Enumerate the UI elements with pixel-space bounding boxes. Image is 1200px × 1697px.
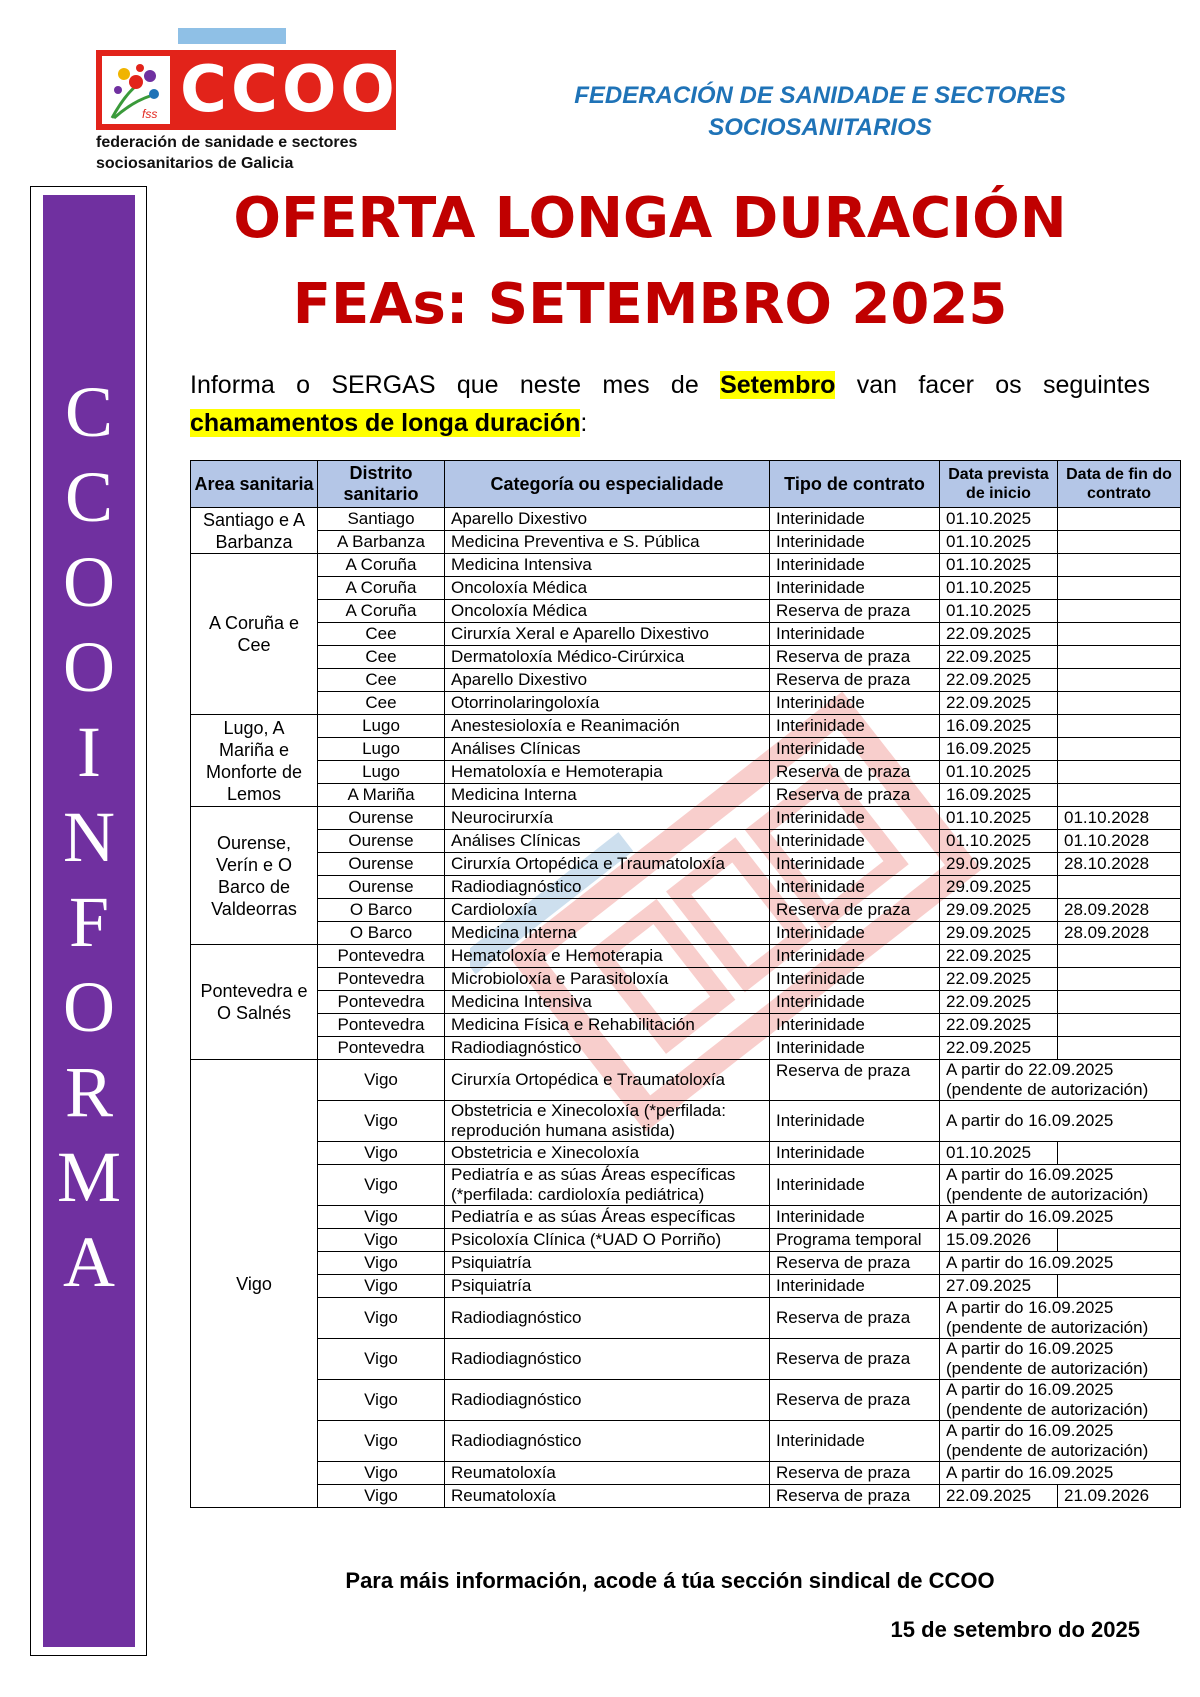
- inicio-cell: 22.09.2025: [940, 991, 1058, 1014]
- table-row: [191, 623, 1181, 646]
- fin-cell: [1058, 1037, 1181, 1060]
- table-row: [191, 968, 1181, 991]
- fin-cell: 28.10.2028: [1058, 853, 1181, 876]
- table-row: [191, 1060, 1181, 1101]
- fin-cell: [1058, 646, 1181, 669]
- tipo-cell: Interinidade: [770, 807, 940, 830]
- inicio-cell: A partir do 16.09.2025: [940, 1101, 1181, 1142]
- table-row: [191, 899, 1181, 922]
- distrito-cell: Vigo: [318, 1339, 445, 1380]
- categoria-cell: Psiquiatría: [445, 1252, 770, 1275]
- table-row: [191, 1101, 1181, 1142]
- page-subtitle: FEAs: SETEMBRO 2025: [292, 272, 1008, 337]
- fin-cell: 28.09.2028: [1058, 899, 1181, 922]
- table-row: [191, 1165, 1181, 1206]
- inicio-cell: 22.09.2025: [940, 623, 1058, 646]
- categoria-cell: Aparello Dixestivo: [445, 508, 770, 531]
- inicio-cell: 01.10.2025: [940, 554, 1058, 577]
- tipo-cell: Interinidade: [770, 1165, 940, 1206]
- distrito-cell: Cee: [318, 623, 445, 646]
- fin-cell: [1058, 577, 1181, 600]
- table-row: [191, 922, 1181, 945]
- table-row: [191, 1275, 1181, 1298]
- table-row: [191, 830, 1181, 853]
- distrito-cell: Lugo: [318, 715, 445, 738]
- fin-cell: [1058, 715, 1181, 738]
- inicio-cell: A partir do 16.09.2025: [940, 1462, 1181, 1485]
- tipo-cell: Interinidade: [770, 623, 940, 646]
- inicio-cell: 01.10.2025: [940, 531, 1058, 554]
- fin-cell: [1058, 784, 1181, 807]
- table-row: [191, 991, 1181, 1014]
- categoria-cell: Hematoloxía e Hemoterapia: [445, 945, 770, 968]
- categoria-cell: Radiodiagnóstico: [445, 1037, 770, 1060]
- logo-subtitle-line1: federación de sanidade e sectores: [96, 134, 358, 151]
- categoria-cell: Otorrinolaringoloxía: [445, 692, 770, 715]
- tipo-cell: Reserva de praza: [770, 1060, 940, 1101]
- tipo-cell: Reserva de praza: [770, 899, 940, 922]
- area-cell: A Coruña e Cee: [191, 554, 318, 715]
- distrito-cell: Cee: [318, 646, 445, 669]
- inicio-cell: [940, 1339, 1181, 1380]
- area-cell: Vigo: [191, 1060, 318, 1508]
- distrito-cell: O Barco: [318, 922, 445, 945]
- inicio-cell: 01.10.2025: [940, 761, 1058, 784]
- fin-cell: [1058, 623, 1181, 646]
- table-row: [191, 1380, 1181, 1421]
- distrito-cell: Vigo: [318, 1485, 445, 1508]
- fin-cell: [1058, 1275, 1181, 1298]
- inicio-cell-line1: A partir do 22.09.2025: [946, 1060, 1114, 1079]
- categoria-cell: Anestesioloxía e Reanimación: [445, 715, 770, 738]
- inicio-cell: 29.09.2025: [940, 899, 1058, 922]
- tipo-cell: Reserva de praza: [770, 1252, 940, 1275]
- tipo-cell: Interinidade: [770, 715, 940, 738]
- categoria-cell: Radiodiagnóstico: [445, 1380, 770, 1421]
- tipo-cell: Reserva de praza: [770, 1339, 940, 1380]
- table-row: [191, 600, 1181, 623]
- tipo-cell: Reserva de praza: [770, 1462, 940, 1485]
- document-date: 15 de setembro do 2025: [890, 1617, 1140, 1642]
- inicio-cell-line2: (pendente de autorización): [946, 1441, 1149, 1460]
- distrito-cell: Pontevedra: [318, 1037, 445, 1060]
- categoria-cell: Radiodiagnóstico: [445, 1339, 770, 1380]
- inicio-cell-line1: A partir do 16.09.2025: [946, 1380, 1114, 1399]
- table-row: [191, 807, 1181, 830]
- inicio-cell: 22.09.2025: [940, 646, 1058, 669]
- tipo-cell: Interinidade: [770, 692, 940, 715]
- table-row: [191, 1421, 1181, 1462]
- fin-cell: [1058, 600, 1181, 623]
- logo-subtitle-line2: sociosanitarios de Galicia: [96, 155, 294, 172]
- categoria-cell: Análises Clínicas: [445, 830, 770, 853]
- header-tipo: Tipo de contrato: [770, 461, 940, 508]
- intro-highlight-calls: chamamentos de longa duración: [190, 409, 581, 437]
- distrito-cell: Vigo: [318, 1421, 445, 1462]
- header-distrito: Distrito sanitario: [318, 461, 445, 508]
- inicio-cell-line2: (pendente de autorización): [946, 1318, 1149, 1337]
- distrito-cell: Cee: [318, 669, 445, 692]
- tipo-cell: Interinidade: [770, 554, 940, 577]
- fin-cell: [1058, 508, 1181, 531]
- distrito-cell: Vigo: [318, 1275, 445, 1298]
- inicio-cell: [940, 1421, 1181, 1462]
- fin-cell: [1058, 531, 1181, 554]
- side-banner-letter: R: [64, 1052, 114, 1132]
- inicio-cell: 22.09.2025: [940, 945, 1058, 968]
- categoria-cell-line2: reprodución humana asistida): [451, 1121, 675, 1140]
- distrito-cell: A Mariña: [318, 784, 445, 807]
- area-cell: Pontevedra e O Salnés: [191, 945, 318, 1060]
- categoria-cell: Pediatría e as súas Áreas específicas: [445, 1206, 770, 1229]
- inicio-cell: 22.09.2025: [940, 669, 1058, 692]
- distrito-cell: Lugo: [318, 738, 445, 761]
- fin-cell: [1058, 945, 1181, 968]
- distrito-cell: Ourense: [318, 876, 445, 899]
- inicio-cell-line2: (pendente de autorización): [946, 1400, 1149, 1419]
- inicio-cell-line2: (pendente de autorización): [946, 1359, 1149, 1378]
- categoria-cell: Neurocirurxía: [445, 807, 770, 830]
- fin-cell: 01.10.2028: [1058, 830, 1181, 853]
- inicio-cell-line2: (pendente de autorización): [946, 1185, 1149, 1204]
- tipo-cell: Interinidade: [770, 531, 940, 554]
- area-cell: Lugo, A Mariña e Monforte de Lemos: [191, 715, 318, 807]
- categoria-cell-line1: Pediatría e as súas Áreas específicas: [451, 1165, 736, 1184]
- inicio-cell: 15.09.2026: [940, 1229, 1058, 1252]
- table-row: [191, 761, 1181, 784]
- tipo-cell: Interinidade: [770, 922, 940, 945]
- table-row: [191, 554, 1181, 577]
- table-row: [191, 1014, 1181, 1037]
- tipo-cell: Interinidade: [770, 876, 940, 899]
- table-row: [191, 1229, 1181, 1252]
- inicio-cell: 01.10.2025: [940, 807, 1058, 830]
- distrito-cell: Pontevedra: [318, 968, 445, 991]
- distrito-cell: Ourense: [318, 807, 445, 830]
- inicio-cell: 22.09.2025: [940, 1037, 1058, 1060]
- categoria-cell: Medicina Preventiva e S. Pública: [445, 531, 770, 554]
- side-banner-letter: N: [63, 797, 115, 877]
- intro-paragraph: [190, 366, 1150, 442]
- distrito-cell: Vigo: [318, 1142, 445, 1165]
- categoria-cell: Medicina Intensiva: [445, 554, 770, 577]
- distrito-cell: Santiago: [318, 508, 445, 531]
- header-inicio: Data prevista de inicio: [940, 461, 1058, 508]
- inicio-cell: [940, 1298, 1181, 1339]
- inicio-cell: 29.09.2025: [940, 922, 1058, 945]
- side-banner-letter: O: [63, 542, 115, 622]
- table-row: [191, 1298, 1181, 1339]
- categoria-cell: Obstetricia e Xinecoloxía: [445, 1142, 770, 1165]
- table-row: [191, 692, 1181, 715]
- table-row: [191, 1142, 1181, 1165]
- inicio-cell-line1: A partir do 16.09.2025: [946, 1339, 1114, 1358]
- distrito-cell: A Barbanza: [318, 531, 445, 554]
- tipo-cell: Reserva de praza: [770, 761, 940, 784]
- table-row: [191, 1339, 1181, 1380]
- categoria-cell: Hematoloxía e Hemoterapia: [445, 761, 770, 784]
- inicio-cell: A partir do 16.09.2025: [940, 1252, 1181, 1275]
- inicio-cell: 22.09.2025: [940, 1485, 1058, 1508]
- ccoo-logo: [96, 28, 406, 178]
- fin-cell: [1058, 1014, 1181, 1037]
- header-categoria: Categoría ou especialidade: [445, 461, 770, 508]
- distrito-cell: Lugo: [318, 761, 445, 784]
- logo-subtitle: [96, 132, 357, 174]
- fin-cell: 28.09.2028: [1058, 922, 1181, 945]
- distrito-cell: Cee: [318, 692, 445, 715]
- intro-highlight-month: Setembro: [720, 371, 836, 399]
- fin-cell: [1058, 876, 1181, 899]
- area-cell: Ourense, Verín e O Barco de Valdeorras: [191, 807, 318, 945]
- distrito-cell: Vigo: [318, 1462, 445, 1485]
- footer-info: Para máis información, acode á túa sección sindical de CCOO: [345, 1568, 995, 1593]
- categoria-cell: Cirurxía Ortopédica e Traumatoloxía: [445, 1060, 770, 1101]
- categoria-cell: [445, 1165, 770, 1206]
- inicio-cell: 16.09.2025: [940, 738, 1058, 761]
- inicio-cell: 01.10.2025: [940, 600, 1058, 623]
- side-banner-letter: F: [68, 882, 110, 962]
- categoria-cell: Medicina Interna: [445, 784, 770, 807]
- inicio-cell: 29.09.2025: [940, 876, 1058, 899]
- categoria-cell: Análises Clínicas: [445, 738, 770, 761]
- fin-cell: [1058, 1229, 1181, 1252]
- fin-cell: [1058, 1142, 1181, 1165]
- distrito-cell: A Coruña: [318, 577, 445, 600]
- table-row: [191, 853, 1181, 876]
- page-title: OFERTA LONGA DURACIÓN: [233, 186, 1067, 251]
- categoria-cell: Psicoloxía Clínica (*UAD O Porriño): [445, 1229, 770, 1252]
- distrito-cell: Vigo: [318, 1229, 445, 1252]
- side-banner-letter: C: [64, 372, 114, 452]
- inicio-cell: 22.09.2025: [940, 1014, 1058, 1037]
- table-row: [191, 1037, 1181, 1060]
- categoria-cell: Radiodiagnóstico: [445, 1421, 770, 1462]
- categoria-cell: Cirurxía Xeral e Aparello Dixestivo: [445, 623, 770, 646]
- tipo-cell: Interinidade: [770, 991, 940, 1014]
- inicio-cell: [940, 1060, 1181, 1101]
- fin-cell: [1058, 692, 1181, 715]
- inicio-cell: 29.09.2025: [940, 853, 1058, 876]
- flower-logo-icon: [102, 56, 170, 124]
- tipo-cell: Interinidade: [770, 1142, 940, 1165]
- job-offers-table: [190, 460, 1181, 1508]
- distrito-cell: Vigo: [318, 1060, 445, 1101]
- side-banner-letter: O: [63, 967, 115, 1047]
- fin-cell: 01.10.2028: [1058, 807, 1181, 830]
- table-row: [191, 876, 1181, 899]
- categoria-cell-line2: (*perfilada: cardioloxía pediátrica): [451, 1185, 705, 1204]
- inicio-cell-line1: A partir do 16.09.2025: [946, 1165, 1114, 1184]
- inicio-cell: 27.09.2025: [940, 1275, 1058, 1298]
- table-row: [191, 508, 1181, 531]
- tipo-cell: Interinidade: [770, 1275, 940, 1298]
- tipo-cell: Reserva de praza: [770, 669, 940, 692]
- tipo-cell: Interinidade: [770, 1037, 940, 1060]
- federation-line1: FEDERACIÓN DE SANIDADE E SECTORES: [574, 82, 1066, 109]
- categoria-cell: Radiodiagnóstico: [445, 876, 770, 899]
- table-row: [191, 715, 1181, 738]
- distrito-cell: Pontevedra: [318, 945, 445, 968]
- categoria-cell: Medicina Interna: [445, 922, 770, 945]
- inicio-cell: 01.10.2025: [940, 577, 1058, 600]
- inicio-cell: 16.09.2025: [940, 784, 1058, 807]
- categoria-cell: Psiquiatría: [445, 1275, 770, 1298]
- distrito-cell: Pontevedra: [318, 991, 445, 1014]
- distrito-cell: Pontevedra: [318, 1014, 445, 1037]
- table-row: [191, 577, 1181, 600]
- categoria-cell: Cirurxía Ortopédica e Traumatoloxía: [445, 853, 770, 876]
- tipo-cell: Reserva de praza: [770, 1298, 940, 1339]
- categoria-cell: Medicina Intensiva: [445, 991, 770, 1014]
- tipo-cell: Interinidade: [770, 738, 940, 761]
- distrito-cell: Vigo: [318, 1252, 445, 1275]
- fin-cell: [1058, 968, 1181, 991]
- tipo-cell: Programa temporal: [770, 1229, 940, 1252]
- inicio-cell: 01.10.2025: [940, 830, 1058, 853]
- table-row: [191, 669, 1181, 692]
- tipo-cell: Reserva de praza: [770, 784, 940, 807]
- distrito-cell: O Barco: [318, 899, 445, 922]
- intro-text-1: Informa o SERGAS que neste mes de: [190, 371, 721, 399]
- inicio-cell: 22.09.2025: [940, 692, 1058, 715]
- table-row: [191, 531, 1181, 554]
- tipo-cell: Reserva de praza: [770, 1380, 940, 1421]
- inicio-cell-line1: A partir do 16.09.2025: [946, 1421, 1114, 1440]
- categoria-cell: Reumatoloxía: [445, 1485, 770, 1508]
- distrito-cell: A Coruña: [318, 554, 445, 577]
- fin-cell: [1058, 991, 1181, 1014]
- categoria-cell: Microbioloxía e Parasitoloxía: [445, 968, 770, 991]
- side-banner-letter: M: [56, 1137, 122, 1217]
- tipo-cell: Interinidade: [770, 830, 940, 853]
- categoria-cell: Oncoloxía Médica: [445, 577, 770, 600]
- logo-fss-text: fss: [142, 107, 158, 121]
- tipo-cell: Interinidade: [770, 577, 940, 600]
- distrito-cell: Vigo: [318, 1101, 445, 1142]
- inicio-cell: [940, 1165, 1181, 1206]
- table-row: [191, 738, 1181, 761]
- table-row: [191, 646, 1181, 669]
- side-banner-text: [43, 370, 135, 1305]
- tipo-cell: Interinidade: [770, 1206, 940, 1229]
- side-banner: [43, 195, 135, 1647]
- tipo-cell: Interinidade: [770, 1421, 940, 1462]
- tipo-cell: Interinidade: [770, 945, 940, 968]
- tipo-cell: Interinidade: [770, 1014, 940, 1037]
- table-header-row: [191, 461, 1181, 508]
- inicio-cell-line1: A partir do 16.09.2025: [946, 1298, 1114, 1317]
- categoria-cell: Cardioloxía: [445, 899, 770, 922]
- categoria-cell: Aparello Dixestivo: [445, 669, 770, 692]
- side-banner-letter: C: [64, 457, 114, 537]
- distrito-cell: Vigo: [318, 1298, 445, 1339]
- inicio-cell: 01.10.2025: [940, 508, 1058, 531]
- fin-cell: [1058, 738, 1181, 761]
- tipo-cell: Reserva de praza: [770, 600, 940, 623]
- distrito-cell: Vigo: [318, 1206, 445, 1229]
- fin-cell: [1058, 761, 1181, 784]
- categoria-cell: Reumatoloxía: [445, 1462, 770, 1485]
- distrito-cell: Vigo: [318, 1165, 445, 1206]
- fin-cell: [1058, 554, 1181, 577]
- inicio-cell: 16.09.2025: [940, 715, 1058, 738]
- side-banner-letter: I: [77, 712, 101, 792]
- fin-cell: 21.09.2026: [1058, 1485, 1181, 1508]
- tipo-cell: Interinidade: [770, 508, 940, 531]
- tipo-cell: Reserva de praza: [770, 1485, 940, 1508]
- inicio-cell: A partir do 16.09.2025: [940, 1206, 1181, 1229]
- categoria-cell: Oncoloxía Médica: [445, 600, 770, 623]
- categoria-cell: Dermatoloxía Médico-Cirúrxica: [445, 646, 770, 669]
- distrito-cell: Ourense: [318, 830, 445, 853]
- inicio-cell: [940, 1380, 1181, 1421]
- table-row: [191, 1252, 1181, 1275]
- categoria-cell: Radiodiagnóstico: [445, 1298, 770, 1339]
- inicio-cell-line2: (pendente de autorización): [946, 1080, 1149, 1099]
- table-row: [191, 945, 1181, 968]
- intro-text-2: van facer os seguintes: [835, 371, 1150, 399]
- table-row: [191, 1206, 1181, 1229]
- side-banner-letter: O: [63, 627, 115, 707]
- inicio-cell: 22.09.2025: [940, 968, 1058, 991]
- categoria-cell: [445, 1101, 770, 1142]
- header-area: Area sanitaria: [191, 461, 318, 508]
- distrito-cell: Vigo: [318, 1380, 445, 1421]
- intro-text-3: :: [580, 409, 588, 437]
- tipo-cell: Interinidade: [770, 853, 940, 876]
- header-fin: Data de fin do contrato: [1058, 461, 1181, 508]
- tipo-cell: Interinidade: [770, 1101, 940, 1142]
- table-row: [191, 1485, 1181, 1508]
- tipo-cell: Interinidade: [770, 968, 940, 991]
- inicio-cell: 01.10.2025: [940, 1142, 1058, 1165]
- categoria-cell: Medicina Física e Rehabilitación: [445, 1014, 770, 1037]
- categoria-cell-line1: Obstetricia e Xinecoloxía (*perfilada:: [451, 1101, 726, 1120]
- table-row: [191, 1462, 1181, 1485]
- federation-title: [500, 80, 1140, 144]
- area-cell: Santiago e A Barbanza: [191, 508, 318, 554]
- tipo-cell: Reserva de praza: [770, 646, 940, 669]
- distrito-cell: Ourense: [318, 853, 445, 876]
- logo-wordmark: CCOO: [180, 53, 399, 127]
- logo-blue-bar: [178, 28, 286, 44]
- distrito-cell: A Coruña: [318, 600, 445, 623]
- table-row: [191, 784, 1181, 807]
- fin-cell: [1058, 669, 1181, 692]
- side-banner-letter: A: [63, 1222, 115, 1302]
- federation-line2: SOCIOSANITARIOS: [708, 114, 932, 141]
